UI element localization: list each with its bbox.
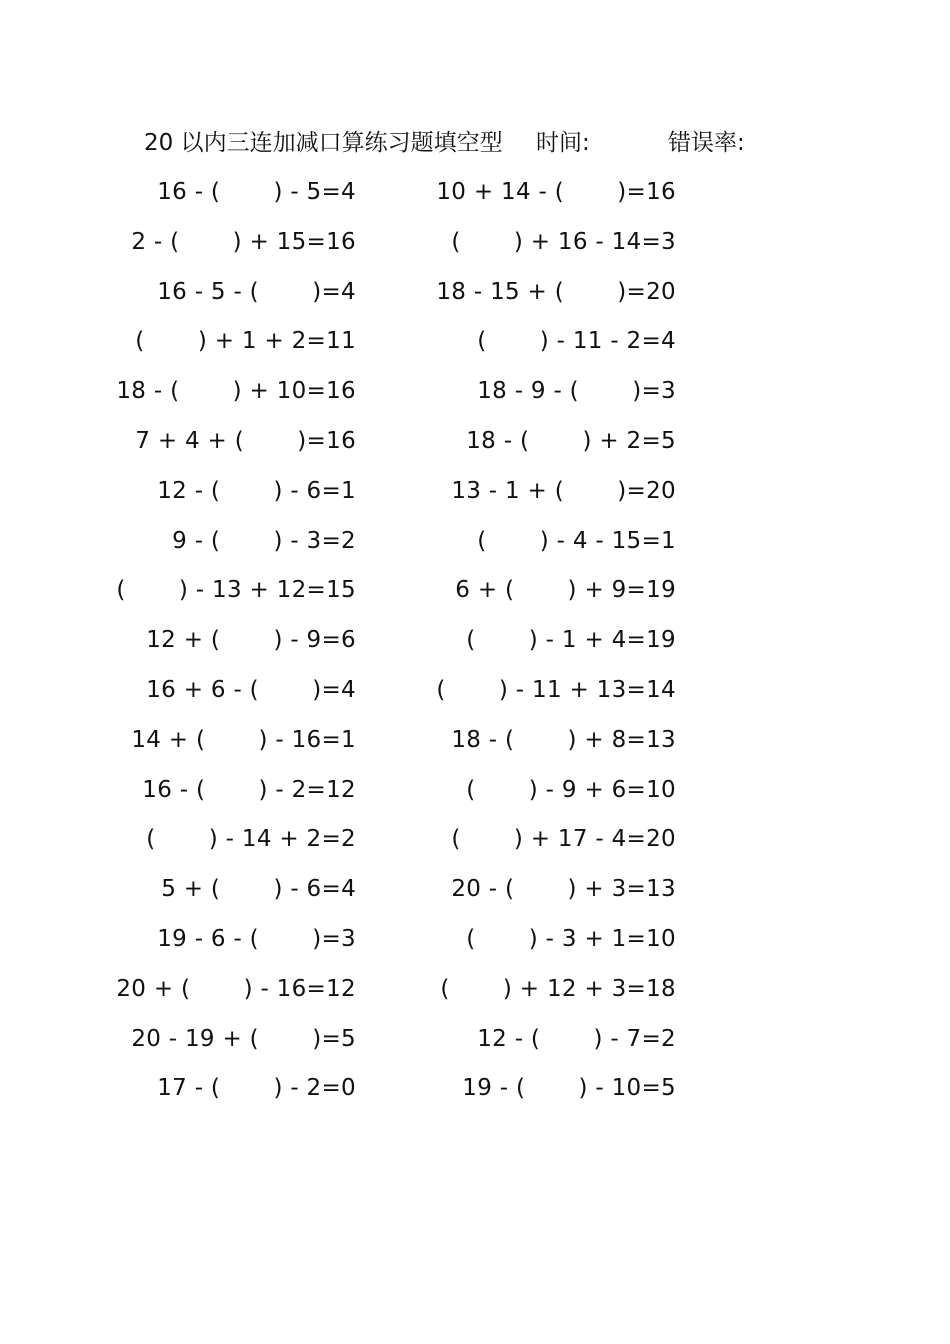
problem-right: 18 - 9 - ( )=3 <box>477 378 676 405</box>
problem-left: ( ) - 14 + 2=2 <box>146 826 356 853</box>
problem-row <box>0 272 950 322</box>
problem-left: 20 - 19 + ( )=5 <box>131 1025 356 1052</box>
problem-right: ( ) - 3 + 1=10 <box>466 925 676 952</box>
problem-row <box>0 172 950 222</box>
problem-right: 19 - ( ) - 10=5 <box>462 1075 676 1102</box>
problem-row <box>0 720 950 770</box>
problem-right: ( ) - 11 - 2=4 <box>477 328 676 355</box>
problem-row <box>0 521 950 571</box>
problem-left: 14 + ( ) - 16=1 <box>131 726 356 753</box>
problem-right: 18 - 15 + ( )=20 <box>436 278 676 305</box>
problem-left: ( ) + 1 + 2=11 <box>135 328 356 355</box>
problem-row <box>0 570 950 620</box>
problem-right: ( ) + 17 - 4=20 <box>451 826 676 853</box>
problem-row <box>0 471 950 521</box>
problem-left: 16 - 5 - ( )=4 <box>157 278 356 305</box>
problem-left: 12 - ( ) - 6=1 <box>157 477 356 504</box>
problem-right: 20 - ( ) + 3=13 <box>451 876 676 903</box>
worksheet-header <box>144 125 784 161</box>
problem-right: 13 - 1 + ( )=20 <box>451 477 676 504</box>
problem-row <box>0 969 950 1019</box>
problem-left: 20 + ( ) - 16=12 <box>116 975 356 1002</box>
problem-left: 12 + ( ) - 9=6 <box>146 627 356 654</box>
worksheet-title: 20 以内三连加减口算练习题填空型 <box>144 130 503 156</box>
problem-row <box>0 819 950 869</box>
problem-row <box>0 770 950 820</box>
problem-right: ( ) - 9 + 6=10 <box>466 776 676 803</box>
problem-left: ( ) - 13 + 12=15 <box>116 577 356 604</box>
problem-right: ( ) - 11 + 13=14 <box>436 676 676 703</box>
problem-row <box>0 321 950 371</box>
problem-right: 12 - ( ) - 7=2 <box>477 1025 676 1052</box>
problem-right: ( ) + 12 + 3=18 <box>440 975 676 1002</box>
problem-right: 6 + ( ) + 9=19 <box>455 577 676 604</box>
problem-left: 16 - ( ) - 2=12 <box>142 776 356 803</box>
problem-row <box>0 421 950 471</box>
problem-list <box>0 172 950 1118</box>
problem-row <box>0 670 950 720</box>
problem-left: 16 - ( ) - 5=4 <box>157 179 356 205</box>
problem-left: 5 + ( ) - 6=4 <box>161 876 356 903</box>
problem-left: 18 - ( ) + 10=16 <box>116 378 356 405</box>
problem-left: 2 - ( ) + 15=16 <box>131 228 356 255</box>
problem-row <box>0 222 950 272</box>
problem-left: 7 + 4 + ( )=16 <box>135 427 356 454</box>
problem-row <box>0 620 950 670</box>
problem-row <box>0 1019 950 1069</box>
problem-right: ( ) + 16 - 14=3 <box>451 228 676 255</box>
time-label: 时间: <box>536 130 590 156</box>
problem-left: 16 + 6 - ( )=4 <box>146 676 356 703</box>
problem-row <box>0 919 950 969</box>
problem-left: 19 - 6 - ( )=3 <box>157 925 356 952</box>
problem-right: 10 + 14 - ( )=16 <box>436 179 676 205</box>
problem-left: 17 - ( ) - 2=0 <box>157 1075 356 1102</box>
problem-right: ( ) - 1 + 4=19 <box>466 627 676 654</box>
problem-row <box>0 1068 950 1118</box>
error-rate-label: 错误率: <box>668 130 745 156</box>
problem-right: 18 - ( ) + 8=13 <box>451 726 676 753</box>
problem-right: 18 - ( ) + 2=5 <box>466 427 676 454</box>
problem-left: 9 - ( ) - 3=2 <box>172 527 356 554</box>
problem-right: ( ) - 4 - 15=1 <box>477 527 676 554</box>
problem-row <box>0 869 950 919</box>
problem-row <box>0 371 950 421</box>
